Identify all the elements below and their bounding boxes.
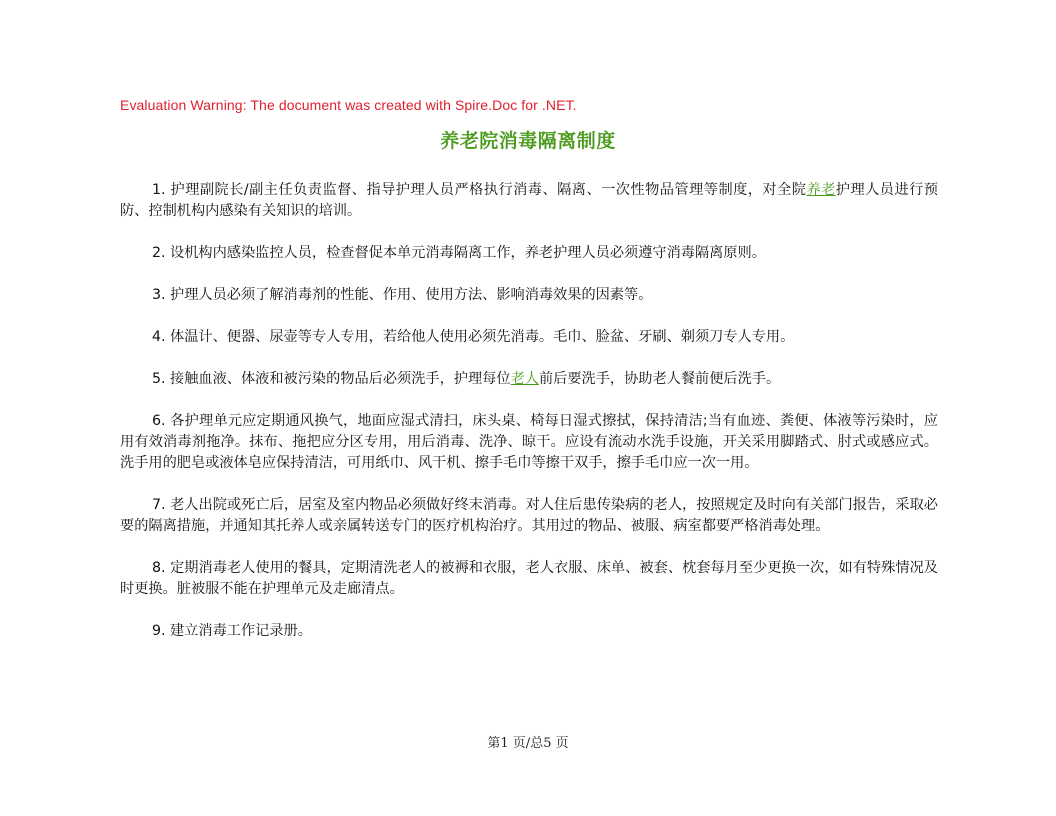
paragraph-9: 9. 建立消毒工作记录册。 bbox=[152, 623, 312, 639]
paragraph-5-text-before: 5. 接触血液、体液和被污染的物品后必须洗手，护理每位 bbox=[152, 371, 511, 387]
paragraph-6: 6. 各护理单元应定期通风换气，地面应湿式清扫，床头桌、椅每日湿式擦拭，保持清洁;当有血迹、粪便、体液等污染时，应用有效消毒剂拖净。抹布、拖把应分区专用，用后消毒、洗净、晾干。应设有流动水洗手设施，开关采用脚踏式、肘式或感应式。洗手用的肥皂或液体皂应保持清洁，可用纸巾、风干机、擦手毛巾等擦干双手，擦手毛巾应一次一用。 bbox=[120, 413, 938, 471]
paragraph-5 bbox=[120, 369, 938, 390]
evaluation-warning: Evaluation Warning: The document was created with Spire.Doc for .NET. bbox=[120, 97, 577, 113]
paragraph-1-text-before: 1. 护理副院长/副主任负责监督、指导护理人员严格执行消毒、隔离、一次性物品管理等制度，对全院 bbox=[152, 182, 807, 198]
link-laoren[interactable]: 老人 bbox=[510, 371, 539, 387]
paragraph-4: 4. 体温计、便器、尿壶等专人专用，若给他人使用必须先消毒。毛巾、脸盆、牙刷、剃须刀专人专用。 bbox=[152, 329, 795, 345]
paragraph-2: 2. 设机构内感染监控人员，检查督促本单元消毒隔离工作，养老护理人员必须遵守消毒隔离原则。 bbox=[152, 245, 766, 261]
link-yanglao[interactable]: 养老 bbox=[806, 182, 836, 198]
paragraph-1 bbox=[120, 180, 938, 222]
paragraph-3: 3. 护理人员必须了解消毒剂的性能、作用、使用方法、影响消毒效果的因素等。 bbox=[152, 287, 653, 303]
paragraph-5-text-after: 前后要洗手，协助老人餐前便后洗手。 bbox=[538, 371, 781, 387]
paragraph-1-text-after: 护理人员进行预防、控制机构内感染有关知识的培训。 bbox=[120, 182, 938, 219]
paragraph-8: 8. 定期消毒老人使用的餐具，定期清洗老人的被褥和衣服，老人衣服、床单、被套、枕套每月至少更换一次，如有特殊情况及时更换。脏被服不能在护理单元及走廊清点。 bbox=[120, 560, 938, 597]
document-title: 养老院消毒隔离制度 bbox=[440, 130, 616, 152]
document-body bbox=[120, 180, 938, 663]
paragraph-7: 7. 老人出院或死亡后，居室及室内物品必须做好终末消毒。对人住后患传染病的老人，按照规定及时向有关部门报告，采取必要的隔离措施，并通知其托养人或亲属转送专门的医疗机构治疗。其用过的物品、被服、病室都要严格消毒处理。 bbox=[120, 497, 938, 534]
page-number-footer: 第1 页/总5 页 bbox=[487, 736, 569, 751]
